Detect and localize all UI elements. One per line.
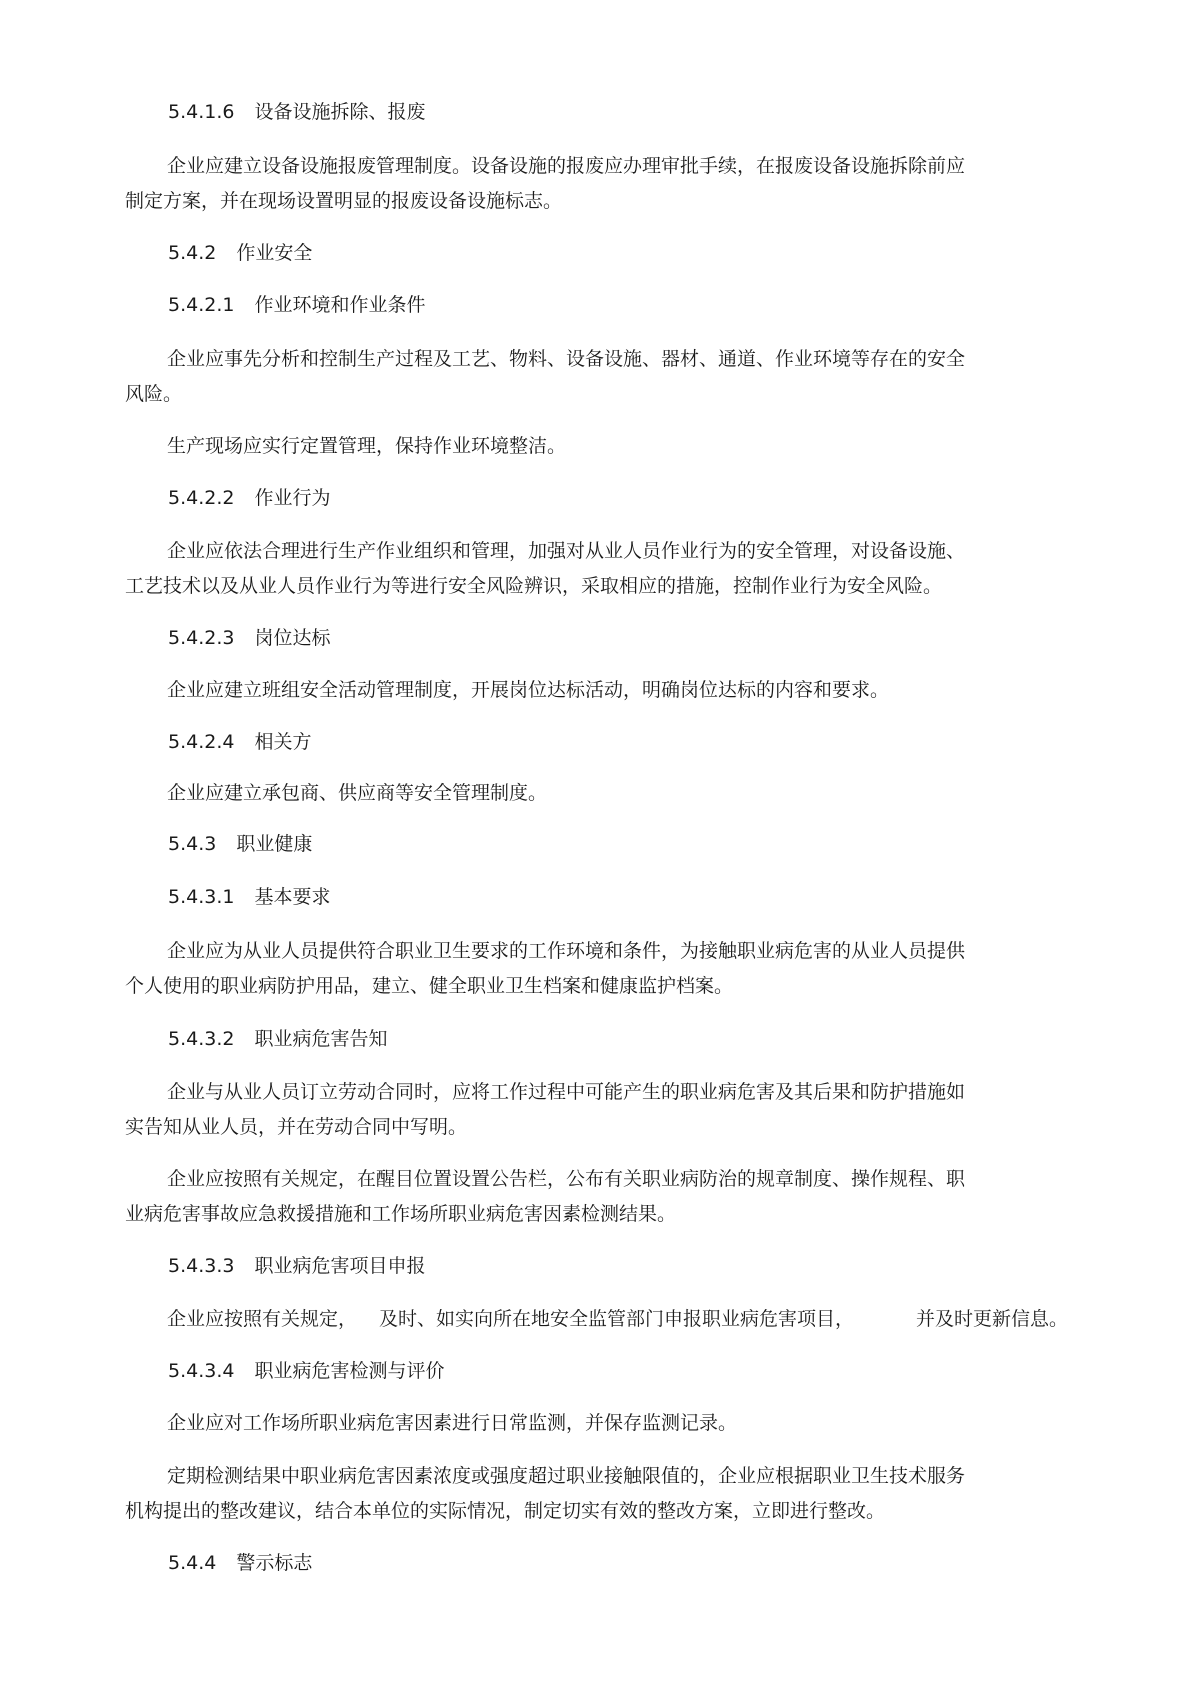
paragraph-line: 企业应为从业人员提供符合职业卫生要求的工作环境和条件，为接触职业病危害的从业人员提供 — [167, 940, 966, 962]
section-title: 作业行为 — [254, 487, 331, 509]
section-heading-5-4-1-6 — [168, 95, 426, 130]
paragraph-line: 企业与从业人员订立劳动合同时，应将工作过程中可能产生的职业病危害及其后果和防护措施如 — [167, 1081, 966, 1103]
paragraph-line: 定期检测结果中职业病危害因素浓度或强度超过职业接触限值的，企业应根据职业卫生技术服务 — [167, 1465, 966, 1487]
section-number: 5.4.2.3 — [168, 627, 235, 649]
paragraph-segment: 并及时更新信息。 — [916, 1308, 1069, 1330]
section-heading-5-4-2-2 — [168, 481, 331, 516]
section-heading-5-4-3 — [168, 827, 312, 862]
paragraph-line: 工艺技术以及从业人员作业行为等进行安全风险辨识，采取相应的措施，控制作业行为安全风险。 — [125, 575, 943, 597]
paragraph-hazard-notification — [125, 1075, 975, 1145]
section-heading-5-4-3-2 — [168, 1022, 388, 1057]
paragraph-hazard-declaration — [125, 1302, 1069, 1337]
section-heading-5-4-2-4 — [168, 725, 312, 760]
paragraph-line — [125, 1302, 1069, 1337]
paragraph-bulletin-board — [125, 1162, 975, 1232]
paragraph-rectification — [125, 1459, 975, 1529]
section-heading-5-4-3-1 — [168, 880, 331, 915]
section-heading-5-4-2-3 — [168, 621, 331, 656]
paragraph-line: 企业应建立承包商、供应商等安全管理制度。 — [167, 782, 548, 804]
paragraph-daily-monitoring — [125, 1406, 975, 1441]
section-title: 基本要求 — [254, 886, 331, 908]
paragraph-risk-analysis — [125, 342, 975, 412]
section-title: 设备设施拆除、报废 — [254, 101, 426, 123]
section-heading-5-4-2-1 — [168, 288, 426, 323]
paragraph-contractors — [125, 776, 975, 811]
section-number: 5.4.2.2 — [168, 487, 235, 509]
paragraph-segment: 企业应按照有关规定， — [167, 1308, 358, 1330]
paragraph-equipment-scrapping — [125, 149, 975, 219]
paragraph-line: 个人使用的职业病防护用品，建立、健全职业卫生档案和健康监护档案。 — [125, 975, 734, 997]
paragraph-segment: 及时、如实向所在地安全监管部门申报职业病危害项目， — [379, 1308, 855, 1330]
paragraph-line: 生产现场应实行定置管理，保持作业环境整洁。 — [167, 435, 567, 457]
section-number: 5.4.3.3 — [168, 1255, 235, 1277]
paragraph-line: 实告知从业人员，并在劳动合同中写明。 — [125, 1116, 468, 1138]
section-heading-5-4-3-4 — [168, 1354, 445, 1389]
section-number: 5.4.3.1 — [168, 886, 235, 908]
paragraph-line: 企业应对工作场所职业病危害因素进行日常监测，并保存监测记录。 — [167, 1412, 738, 1434]
section-title: 相关方 — [254, 731, 312, 753]
paragraph-line: 机构提出的整改建议，结合本单位的实际情况，制定切实有效的整改方案，立即进行整改。 — [125, 1500, 886, 1522]
section-heading-5-4-3-3 — [168, 1249, 426, 1284]
paragraph-line: 风险。 — [125, 383, 183, 405]
section-heading-5-4-4 — [168, 1546, 312, 1581]
section-number: 5.4.2.4 — [168, 731, 235, 753]
section-title: 职业健康 — [236, 833, 313, 855]
paragraph-site-management — [125, 429, 975, 464]
paragraph-line: 企业应按照有关规定，在醒目位置设置公告栏，公布有关职业病防治的规章制度、操作规程、职 — [167, 1168, 966, 1190]
section-title: 警示标志 — [236, 1552, 313, 1574]
section-title: 作业安全 — [236, 242, 313, 264]
paragraph-line: 业病危害事故应急救援措施和工作场所职业病危害因素检测结果。 — [125, 1203, 677, 1225]
section-number: 5.4.1.6 — [168, 101, 235, 123]
paragraph-work-behavior — [125, 534, 975, 604]
paragraph-line: 企业应事先分析和控制生产过程及工艺、物料、设备设施、器材、通道、作业环境等存在的安全 — [167, 348, 966, 370]
paragraph-team-activities — [125, 673, 975, 708]
paragraph-line: 制定方案，并在现场设置明显的报废设备设施标志。 — [125, 190, 563, 212]
section-title: 职业病危害检测与评价 — [254, 1360, 445, 1382]
paragraph-occupational-health — [125, 934, 975, 1004]
paragraph-line: 企业应建立设备设施报废管理制度。设备设施的报废应办理审批手续，在报废设备设施拆除前应 — [167, 155, 966, 177]
section-title: 岗位达标 — [254, 627, 331, 649]
section-title: 职业病危害项目申报 — [254, 1255, 426, 1277]
section-title: 作业环境和作业条件 — [254, 294, 426, 316]
section-number: 5.4.3 — [168, 833, 217, 855]
section-title: 职业病危害告知 — [254, 1028, 388, 1050]
section-number: 5.4.2 — [168, 242, 217, 264]
section-heading-5-4-2 — [168, 236, 312, 271]
paragraph-line: 企业应建立班组安全活动管理制度，开展岗位达标活动，明确岗位达标的内容和要求。 — [167, 679, 890, 701]
paragraph-line: 企业应依法合理进行生产作业组织和管理，加强对从业人员作业行为的安全管理，对设备设施、 — [167, 540, 966, 562]
section-number: 5.4.3.2 — [168, 1028, 235, 1050]
section-number: 5.4.2.1 — [168, 294, 235, 316]
section-number: 5.4.4 — [168, 1552, 217, 1574]
section-number: 5.4.3.4 — [168, 1360, 235, 1382]
